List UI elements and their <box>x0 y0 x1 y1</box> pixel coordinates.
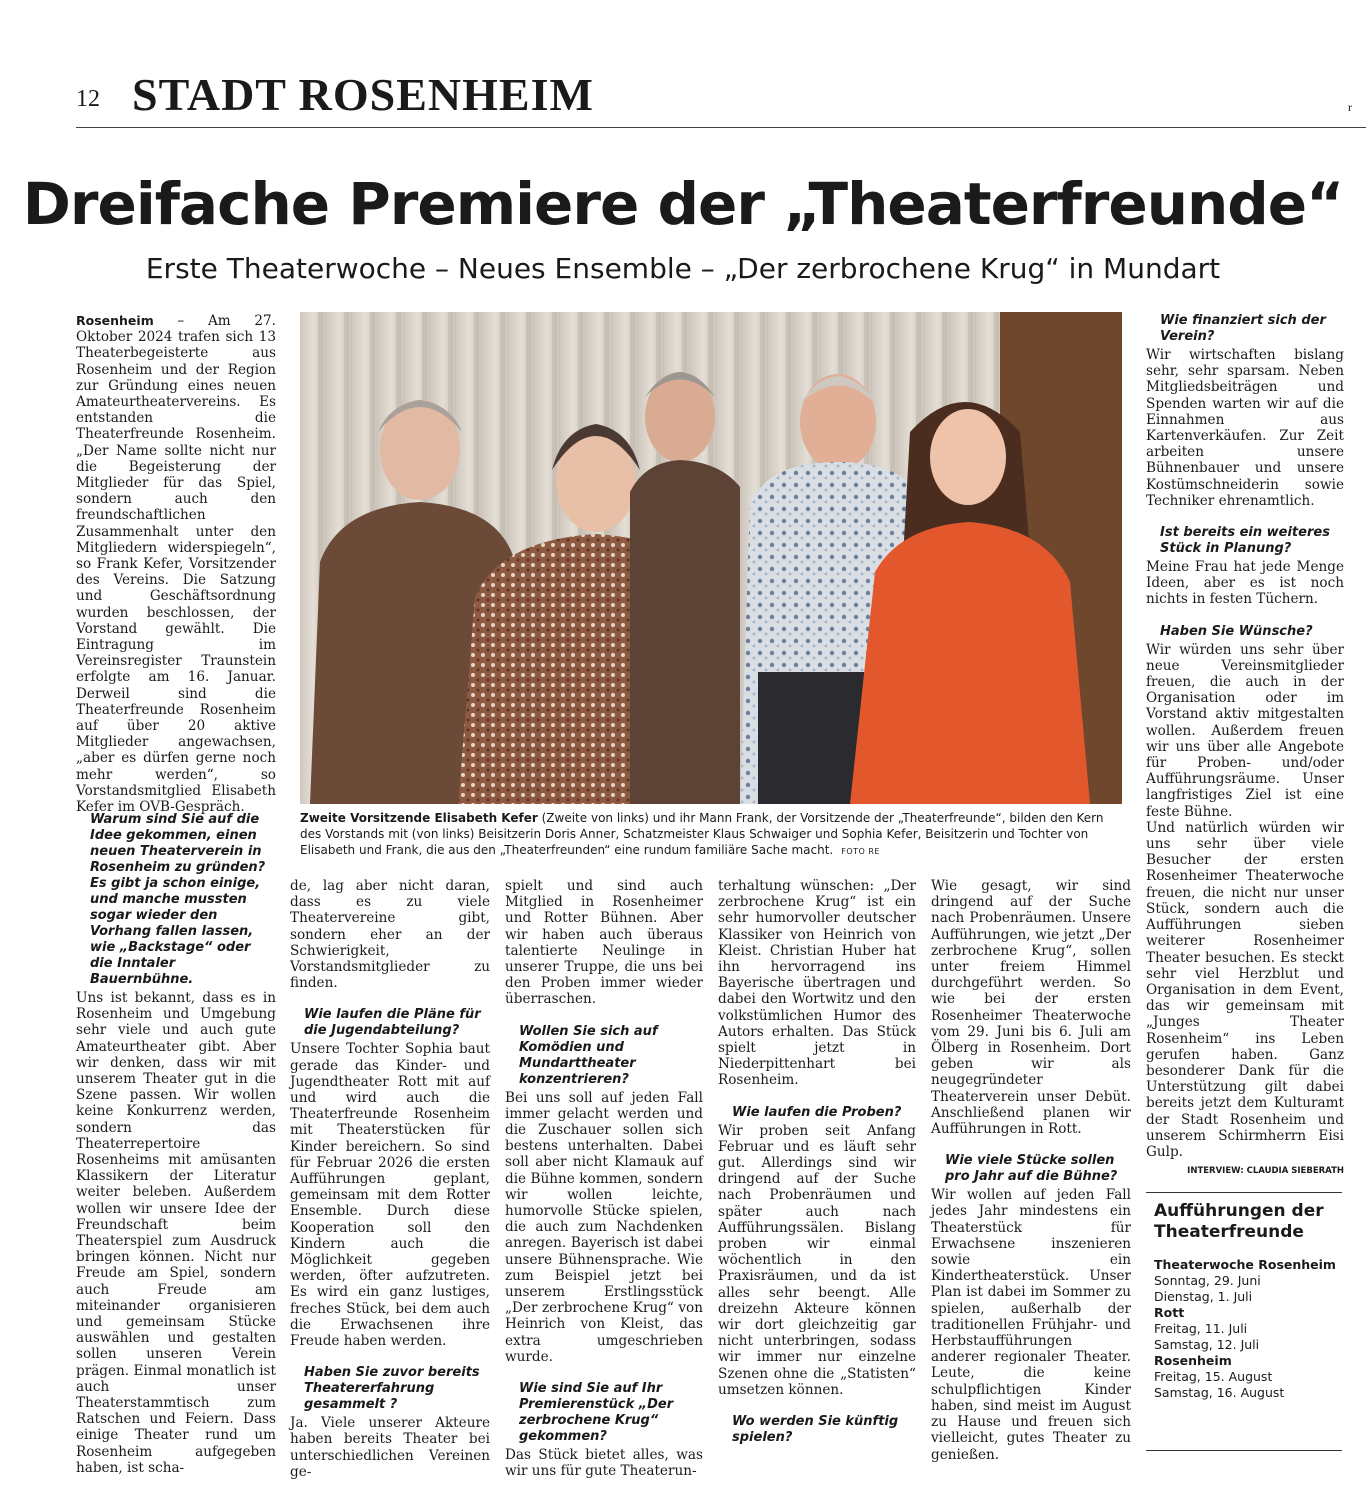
group-photo-five-people-icon <box>300 312 1122 804</box>
column-4 <box>718 878 916 1448</box>
answer-5a: Das Stück bietet alles, was wir uns für gute Theaterun- <box>505 1447 703 1480</box>
answer-8: Wir wollen auf jeden Fall jedes Jahr mindestens ein Theaterstück für Erwachsene inszenieren sowie ein Kindertheaterstück. Unser Plan ist dabei im Sommer zu spielen, außerhalb der traditionellen Frühjahr- und Herbstaufführungen anderer regionaler Theater. Leute, die keine schulpflichtigen Kinder haben, sind meist im August zu Hause und freuen sich vielleicht, gutes Theater zu genießen. <box>931 1187 1131 1463</box>
performance-date: Samstag, 16. August <box>1154 1385 1285 1400</box>
answer-9: Wir wirtschaften bislang sehr, sehr sparsam. Neben Mitgliedsbeiträgen und Spenden warten wir auf die Einnahmen aus Kartenverkäufen. Zur Zeit arbeiten unsere Bühnenbauer und unsere Kostümschneiderin sowie Techniker ehrenamtlich. <box>1146 347 1344 509</box>
corner-mark: r <box>1348 100 1352 114</box>
question-8: Wie viele Stücke sollen pro Jahr auf die Bühne? <box>945 1153 1118 1185</box>
answer-11a: Wir würden uns sehr über neue Vereinsmitglieder freuen, die auch in der Organisation oder im Vorstand aktiv mitgestalten wollen. Außerdem freuen wir uns über alle Angebote für Proben- und/oder Aufführungsräume. Unser langfristiges Ziel ist eine feste Bühne. <box>1146 641 1344 820</box>
performance-date: Dienstag, 1. Juli <box>1154 1289 1253 1304</box>
intro-column <box>76 313 276 815</box>
group-photo <box>300 312 1122 804</box>
performances-title: Aufführungen der Theaterfreunde <box>1154 1201 1324 1242</box>
column-1 <box>76 812 276 1476</box>
question-1: Warum sind Sie auf die Idee gekommen, einen neuen Theaterverein in Rosenheim zu gründen? Es gibt ja schon einige, und manche mussten sogar wieder den Vorhang fallen lassen, wie „Backstage“ oder die Inntaler Bauernbühne. <box>90 812 266 987</box>
section-title: STADT ROSENHEIM <box>132 69 594 120</box>
answer-7: Wie gesagt, wir sind dringend auf der Suche nach Probenräumen. Unsere Aufführungen, wie jetzt „Der zerbrochene Krug“, sollen unter freiem Himmel durchgeführt werden. So wie bei der ersten Rosenheimer Theaterwoche vom 29. Juni bis 6. Juli am Ölberg in Rosenheim. Dort geben wir als neugegründeter Theaterverein unser Debüt. Anschließend planen wir Aufführungen in Rott. <box>931 878 1131 1138</box>
photo-caption <box>300 810 1122 860</box>
headline: Dreifache Premiere der „Theaterfreunde“ <box>22 170 1344 238</box>
answer-3b: spielt und sind auch Mitglied in Rosenheimer und Rotter Bühnen. Aber wir haben auch überaus talentierte Neulinge in unserer Truppe, die uns bei den Proben immer wieder überraschen. <box>505 878 703 1008</box>
intro-paragraph <box>76 313 276 815</box>
performance-date: Freitag, 11. Juli <box>1154 1321 1248 1336</box>
page-number: 12 <box>76 86 100 112</box>
answer-6: Wir proben seit Anfang Februar und es läuft sehr gut. Allerdings sind wir dringend auf der Suche nach Probenräumen und später auch nach Aufführungssälen. Bislang proben wir einmal wöchentlich in den Praxisräumen, und da ist alles sehr beengt. Alle dreizehn Akteure können wir dort gleichzeitig gar nicht unterbringen, sodass wir immer nur einzelne Szenen ohne die „Statisten“ umsetzen können. <box>718 1122 916 1398</box>
box-bottom-rule <box>1146 1450 1342 1451</box>
question-2: Wie laufen die Pläne für die Jugendabteilung? <box>304 1007 481 1039</box>
caption-lead: Zweite Vorsitzende Elisabeth Kefer <box>300 811 538 825</box>
answer-1a: Uns ist bekannt, dass es in Rosenheim und Umgebung sehr viele und auch gute Amateurtheater gibt. Aber wir denken, dass wir mit unserem Theater gut in die Szene passen. Wir wollen keine Konkurrenz werden, sondern das Theaterrepertoire Rosenheims mit amüsanten Klassikern der Literatur weiter beleben. Außerdem wollen wir unsere Idee der Freundschaft beim Theaterspiel zum Ausdruck bringen können. Nicht nur Freude am Spiel, sondern auch Freude am miteinander organisieren und gemeinsam Stücke auswählen und gestalten sollen unseren Verein prägen. Einmal monatlich ist auch unser Theaterstammtisch zum Ratschen und Feiern. Dass einige Theater rund um Rosenheim aufgegeben haben, ist scha- <box>76 990 276 1476</box>
question-4: Wollen Sie sich auf Komödien und Mundarttheater konzentrieren? <box>519 1023 658 1087</box>
header-rule <box>76 127 1366 128</box>
answer-10: Meine Frau hat jede Menge Ideen, aber es ist noch nichts in festen Tüchern. <box>1146 559 1344 608</box>
question-7: Wo werden Sie künftig spielen? <box>732 1414 899 1446</box>
question-5: Wie sind Sie auf Ihr Premierenstück „Der zerbrochene Krug“ gekommen? <box>519 1381 674 1445</box>
performances-box <box>1146 1192 1342 1401</box>
question-6: Wie laufen die Proben? <box>732 1104 902 1120</box>
question-9: Wie finanziert sich der Verein? <box>1160 313 1326 344</box>
venue-name: Rosenheim <box>1154 1353 1232 1368</box>
answer-3a: Ja. Viele unserer Akteure haben bereits Theater bei unterschiedlichen Vereinen ge- <box>290 1415 490 1480</box>
column-6 <box>1146 313 1344 1179</box>
answer-1b: de, lag aber nicht daran, dass es zu viele Theatervereine gibt, sondern eher an der Schwierigkeit, Vorstandsmitglieder zu finden. <box>290 878 490 992</box>
column-3 <box>505 878 703 1479</box>
performance-date: Samstag, 12. Juli <box>1154 1337 1260 1352</box>
answer-2: Unsere Tochter Sophia baut gerade das Kinder- und Jugendtheater Rott mit auf und wird auch die Theaterfreunde Rosenheim mit Theaterstücken für Kinder bereichern. So sind für Februar 2026 die ersten Aufführungen geplant, gemeinsam mit dem Rotter Ensemble. Durch diese Kooperation soll den Kindern auch die Möglichkeit gegeben werden, öfter aufzutreten. Es wird ein ganz lustiges, freches Stück, bei dem auch die Erwachsenen ihre Freude haben werden. <box>290 1041 490 1350</box>
answer-11b: Und natürlich würden wir uns sehr über viele Besucher der ersten Rosenheimer Theaterwoche freuen, die nicht nur unser Stück, sondern auch die Aufführungen sieben weiterer Rosenheimer Theater besuchen. Es steckt sehr viel Herzblut und Organisation in dem Event, das wir gemeinsam mit „Junges Theater Rosenheim“ ins Leben gerufen haben. Ganz besonderer Dank für die Unterstützung gilt dabei bereits jetzt dem Kulturamt der Stadt Rosenheim und unserem Schirmherrn Eisi Gulp. <box>1146 819 1344 1160</box>
caption-text: (Zweite von links) und ihr Mann Frank, der Vorsitzende der „Theaterfreunde“, bilden den Kern des Vorstands mit (von links) Beisitzerin Doris Anner, Schatzmeister Klaus Schwaiger und Sophia Kefer, Beisitzerin und Tochter von Elisabeth und Frank, die aus den „Theaterfreunden“ eine rundum familiäre Sache macht. <box>300 811 1104 857</box>
venue-name: Theaterwoche Rosenheim <box>1154 1257 1336 1272</box>
dateline: Rosenheim <box>76 313 154 328</box>
column-2 <box>290 878 490 1480</box>
column-5 <box>931 878 1131 1463</box>
venue-name: Rott <box>1154 1305 1185 1320</box>
intro-text: – Am 27. Oktober 2024 trafen sich 13 Theaterbegeisterte aus Rosenheim und der Region zur Gründung eines neuen Amateurtheatervereins. Es entstanden die Theaterfreunde Rosenheim. „Der Name sollte nicht nur die Begeisterung der Mitglieder für das Spiel, sondern auch den freundschaftlichen Zusammenhalt unter den Mitgliedern widerspiegeln“, so Frank Kefer, Vorsitzender des Vereins. Die Satzung und Geschäftsordnung wurden beschlossen, der Vorstand gewählt. Die Eintragung im Vereinsregister Traunstein erfolgte am 16. Januar. Derweil sind die Theaterfreunde Rosenheim auf über 20 aktive Mitglieder angewachsen, „aber es dürfen gerne noch mehr werden“, so Vorstandsmitglied Elisabeth Kefer im OVB-Gespräch. <box>76 313 276 816</box>
performance-date: Freitag, 15. August <box>1154 1369 1273 1384</box>
question-3: Haben Sie zuvor bereits Theatererfahrung gesammelt ? <box>304 1365 480 1413</box>
question-10: Ist bereits ein weiteres Stück in Planung? <box>1160 525 1330 557</box>
photo-credit: FOTO RE <box>841 847 880 856</box>
question-11: Haben Sie Wünsche? <box>1160 623 1313 639</box>
performance-date: Sonntag, 29. Juni <box>1154 1273 1261 1288</box>
subheadline: Erste Theaterwoche – Neues Ensemble – „Der zerbrochene Krug“ in Mundart <box>145 252 1221 285</box>
interview-byline: INTERVIEW: CLAUDIA SIEBERATH <box>1187 1166 1344 1177</box>
answer-5b: terhaltung wünschen: „Der zerbrochene Krug“ ist ein sehr humorvoller deutscher Klassiker von Heinrich von Kleist. Christian Huber hat ihn hervorragend ins Bayerische übertragen und dabei den Wortwitz und den volkstümlichen Humor des Autors erhalten. Das Stück spielt jetzt in Niederpittenhart bei Rosenheim. <box>718 878 916 1089</box>
answer-4: Bei uns soll auf jeden Fall immer gelacht werden und die Zuschauer sollen sich bestens unterhalten. Dabei soll aber nicht Klamauk auf die Bühne kommen, sondern wir wollen leichte, humorvolle Stücke spielen, die auch zum Nachdenken anregen. Bayerisch ist dabei unsere Bühnensprache. Wie zum Beispiel jetzt bei unserem Erstlingsstück „Der zerbrochene Krug“ von Heinrich von Kleist, das extra umgeschrieben wurde. <box>505 1089 703 1365</box>
